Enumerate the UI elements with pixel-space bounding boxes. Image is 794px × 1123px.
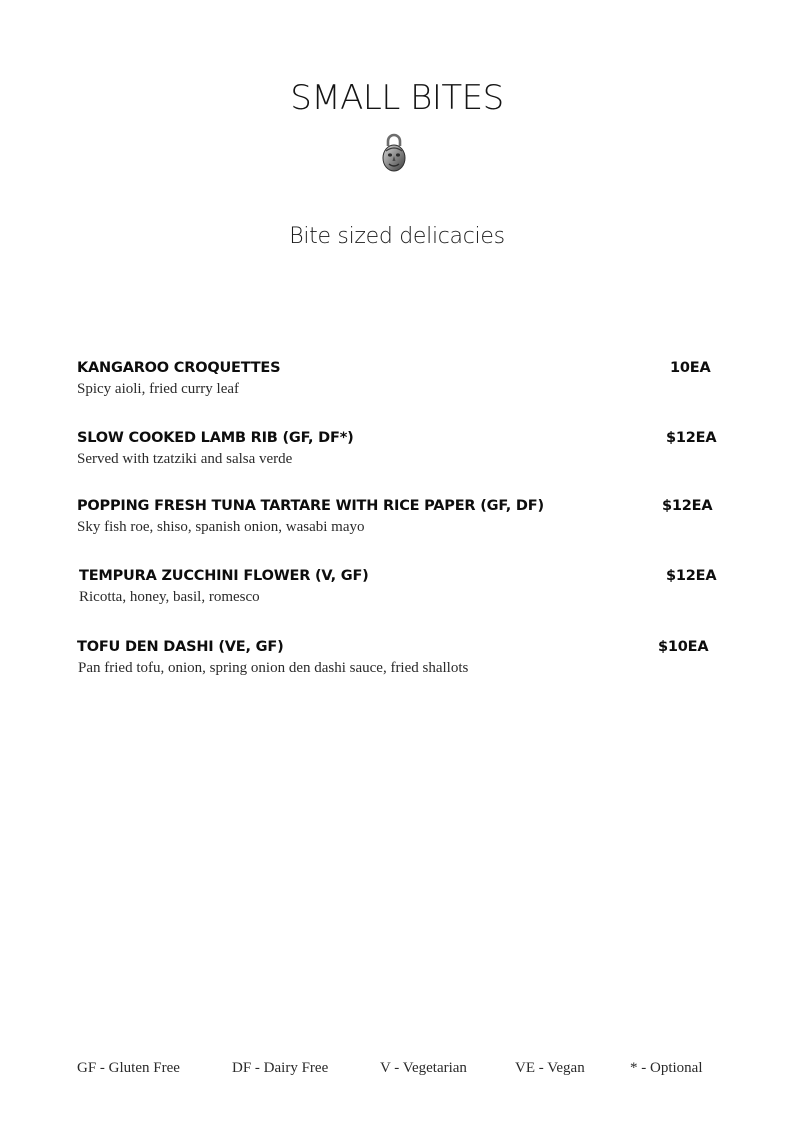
page-title: SMALL BITES — [290, 78, 504, 118]
menu-item — [0, 360, 794, 410]
legend-dairy-free: DF - Dairy Free — [232, 1060, 329, 1076]
menu-item-name: SLOW COOKED LAMB RIB (GF, DF*) — [77, 430, 354, 446]
menu-item-price: $12EA — [662, 498, 713, 514]
menu-item-description: Pan fried tofu, onion, spring onion den dashi sauce, fried shallots — [78, 660, 469, 676]
menu-item-name: TEMPURA ZUCCHINI FLOWER (V, GF) — [79, 568, 369, 584]
padlock-face-icon — [381, 131, 407, 173]
menu-item — [0, 568, 794, 618]
menu-item-name: KANGAROO CROQUETTES — [77, 360, 281, 376]
menu-item-description: Ricotta, honey, basil, romesco — [79, 589, 260, 605]
menu-item-price: 10EA — [670, 360, 711, 376]
legend-gluten-free: GF - Gluten Free — [77, 1060, 180, 1076]
legend-vegan: VE - Vegan — [515, 1060, 585, 1076]
menu-item — [0, 430, 794, 480]
menu-item-name: POPPING FRESH TUNA TARTARE WITH RICE PAPER (GF, DF) — [77, 498, 544, 514]
menu-item-description: Spicy aioli, fried curry leaf — [77, 381, 240, 397]
menu-item-price: $10EA — [658, 639, 709, 655]
menu-item-description: Sky fish roe, shiso, spanish onion, wasabi mayo — [77, 519, 365, 535]
menu-item-price: $12EA — [666, 430, 717, 446]
menu-item-name: TOFU DEN DASHI (VE, GF) — [77, 639, 284, 655]
menu-item-description: Served with tzatziki and salsa verde — [77, 451, 293, 467]
legend-optional: * - Optional — [630, 1060, 703, 1076]
menu-item — [0, 498, 794, 548]
menu-item — [0, 639, 794, 689]
page-subtitle: Bite sized delicacies — [289, 224, 505, 249]
legend-vegetarian: V - Vegetarian — [380, 1060, 467, 1076]
menu-item-price: $12EA — [666, 568, 717, 584]
dietary-legend — [0, 1060, 794, 1080]
